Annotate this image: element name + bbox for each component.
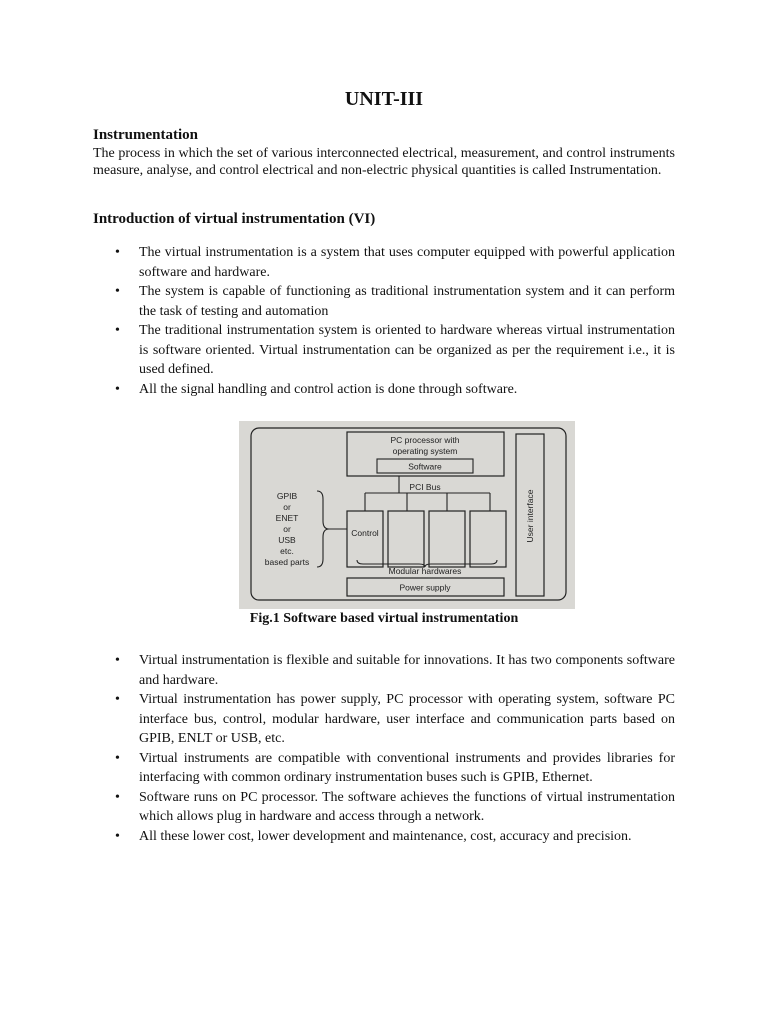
modular-hardware-label: Modular hardwares (388, 566, 462, 576)
intro-bullet-list (93, 243, 675, 399)
list-item: • Virtual instrumentation has power supply, PC processor with operating system, software PC interface bus, control, modular hardware, user interface and communication parts based on GPIB, ENLT or USB, etc. (93, 690, 675, 749)
page-title: UNIT-III (344, 88, 424, 110)
list-item: • The traditional instrumentation system is oriented to hardware whereas virtual instrumentation is software oriented. Virtual instrumentation can be organized as per the requirement i.e., it is used defined. (93, 321, 675, 380)
list-item: • The system is capable of functioning as traditional instrumentation system and it can perform the task of testing and automation (93, 282, 675, 321)
list-item: • Virtual instrumentation is flexible and suitable for innovations. It has two components software and hardware. (93, 651, 675, 690)
pci-bus-label: PCI Bus (409, 482, 441, 492)
pc-processor-label-1: PC processor with (390, 435, 460, 445)
usb-label: USB (278, 535, 296, 545)
software-label: Software (408, 461, 442, 472)
list-item: • Virtual instruments are compatible with conventional instruments and provides libraries for interfacing with common ordinary instrumentation buses such is GPIB, Ethernet. (93, 749, 675, 788)
section-heading-instrumentation: Instrumentation (93, 127, 199, 143)
figure-caption: Fig.1 Software based virtual instrumentation (249, 611, 519, 626)
list-item: • All the signal handling and control action is done through software. (93, 380, 675, 400)
power-supply-label: Power supply (399, 582, 451, 593)
pc-processor-label-2: operating system (392, 446, 458, 456)
user-interface-label: User interface (525, 489, 535, 543)
list-item: • The virtual instrumentation is a system that uses computer equipped with powerful application software and hardware. (93, 243, 675, 282)
list-item: • All these lower cost, lower development and maintenance, cost, accuracy and precision. (93, 827, 675, 847)
enet-label: ENET (275, 513, 299, 523)
details-bullet-list (93, 651, 675, 846)
or-label: or (283, 502, 291, 512)
or-label: or (283, 524, 291, 534)
section-heading-virtual-instrumentation: Introduction of virtual instrumentation (VI) (93, 211, 376, 227)
vi-block-diagram (239, 421, 575, 609)
instrumentation-paragraph: The process in which the set of various interconnected electrical, measurement, and control instruments measure, analyse, and control electrical and non-electric physical quantities is called Instrumentation. (93, 146, 675, 178)
list-item: • Software runs on PC processor. The software achieves the functions of virtual instrumentation which allows plug in hardware and access through a network. (93, 788, 675, 827)
gpib-label: GPIB (276, 491, 298, 501)
etc-label: etc. (280, 546, 294, 556)
control-label: Control (351, 528, 379, 538)
based-parts-label: based parts (264, 557, 310, 567)
